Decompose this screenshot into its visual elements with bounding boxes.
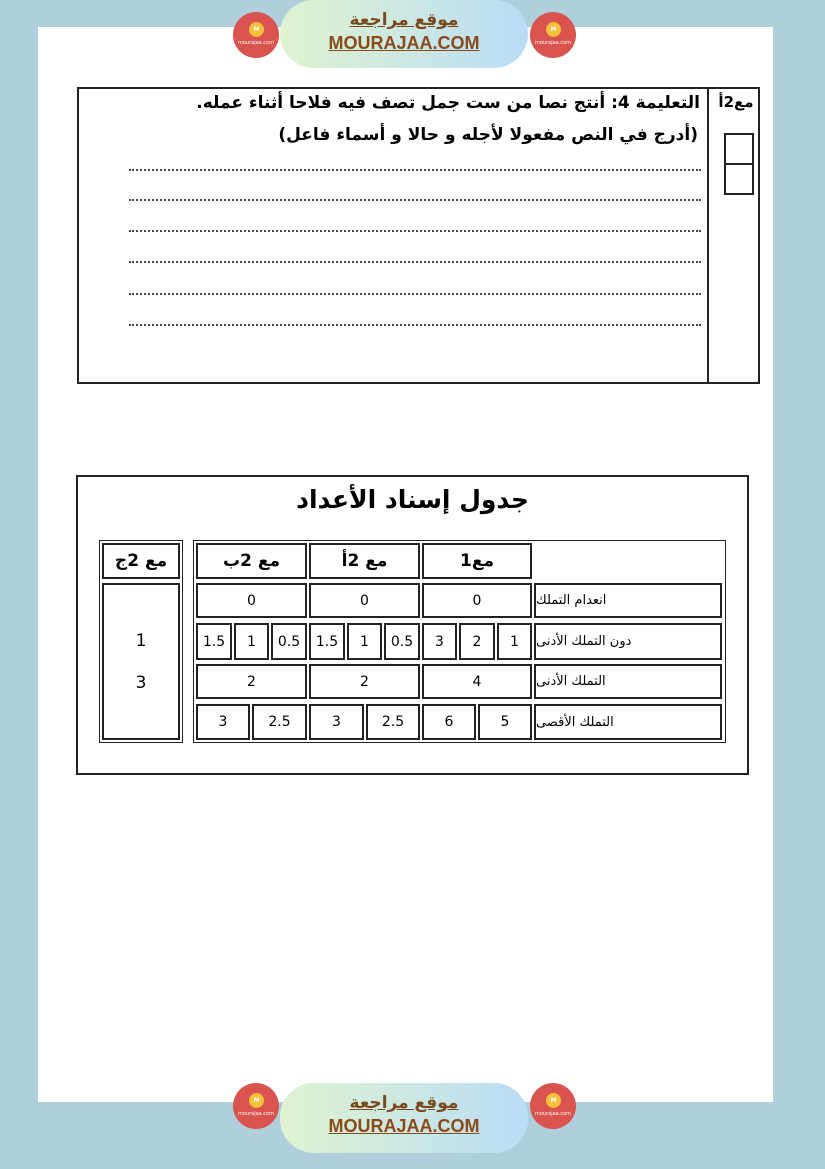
row-label: التملك الأقصى xyxy=(534,704,722,740)
score-cell: 1 xyxy=(497,623,532,660)
answer-line[interactable] xyxy=(129,230,701,232)
score-cell: 3 xyxy=(309,704,364,740)
score-cell: 0 xyxy=(309,583,420,618)
site-name-english[interactable]: MOURAJAA.COM xyxy=(328,33,480,53)
site-logo-badge xyxy=(233,1083,279,1129)
answer-line[interactable] xyxy=(129,261,701,263)
writing-task-box xyxy=(77,87,760,384)
score-cell: 0.5 xyxy=(384,623,420,660)
criterion-label: مع2أ xyxy=(718,93,754,111)
score-cell: 1.5 xyxy=(309,623,345,660)
score-cell: 2 xyxy=(196,664,307,699)
extra-value: 1 xyxy=(135,630,147,651)
column-header-extra: مع 2ج xyxy=(102,543,180,579)
answer-line[interactable] xyxy=(129,169,701,171)
row-label: انعدام التملك xyxy=(534,583,722,618)
logo-glyph: M xyxy=(546,22,561,37)
logo-glyph: M xyxy=(546,1093,561,1108)
instruction-text: التعليمة 4: أنتج نصا من ست جمل تصف فيه فلاحا أثناء عمله. xyxy=(196,93,700,113)
score-cell: 2 xyxy=(309,664,420,699)
logo-caption: mourajaa.com xyxy=(534,1111,571,1117)
site-name-arabic[interactable]: موقع مراجعة xyxy=(349,1093,459,1113)
logo-caption: mourajaa.com xyxy=(237,1111,274,1117)
score-cell: 3 xyxy=(422,623,457,660)
column-header-c2: مع 2أ xyxy=(309,543,420,579)
row-label: دون التملك الأدنى xyxy=(534,623,722,660)
logo-glyph: M xyxy=(249,22,264,37)
logo-glyph: M xyxy=(249,1093,264,1108)
score-cell: 2 xyxy=(459,623,495,660)
extra-criterion-values xyxy=(102,583,180,740)
site-banner-top[interactable] xyxy=(280,0,528,68)
answer-line[interactable] xyxy=(129,324,701,326)
logo-caption: mourajaa.com xyxy=(237,40,274,46)
site-logo-badge xyxy=(233,12,279,58)
row-label: التملك الأدنى xyxy=(534,664,722,699)
score-box[interactable] xyxy=(724,163,754,195)
score-cell: 2.5 xyxy=(252,704,307,740)
column-header-c1: مع1 xyxy=(422,543,532,579)
score-cell: 0.5 xyxy=(271,623,307,660)
score-cell: 2.5 xyxy=(366,704,420,740)
score-cell: 0 xyxy=(422,583,532,618)
column-header-c3: مع 2ب xyxy=(196,543,307,579)
score-cell: 3 xyxy=(196,704,250,740)
criterion-column-divider xyxy=(707,89,709,382)
score-cell: 0 xyxy=(196,583,307,618)
site-logo-badge xyxy=(530,1083,576,1129)
instruction-hint: (أدرج في النص مفعولا لأجله و حالا و أسماء فاعل) xyxy=(278,125,698,145)
answer-line[interactable] xyxy=(129,293,701,295)
logo-caption: mourajaa.com xyxy=(534,40,571,46)
grading-table-title: جدول إسناد الأعداد xyxy=(296,485,529,514)
site-logo-badge xyxy=(530,12,576,58)
score-cell: 1.5 xyxy=(196,623,232,660)
extra-value: 3 xyxy=(135,672,147,693)
score-cell: 1 xyxy=(347,623,382,660)
score-cell: 6 xyxy=(422,704,476,740)
score-cell: 1 xyxy=(234,623,269,660)
score-cell: 5 xyxy=(478,704,532,740)
score-cell: 4 xyxy=(422,664,532,699)
answer-line[interactable] xyxy=(129,199,701,201)
site-name-arabic[interactable]: موقع مراجعة xyxy=(349,10,459,30)
site-banner-bottom[interactable] xyxy=(280,1083,528,1153)
score-box[interactable] xyxy=(724,133,754,165)
site-name-english[interactable]: MOURAJAA.COM xyxy=(328,1116,480,1136)
